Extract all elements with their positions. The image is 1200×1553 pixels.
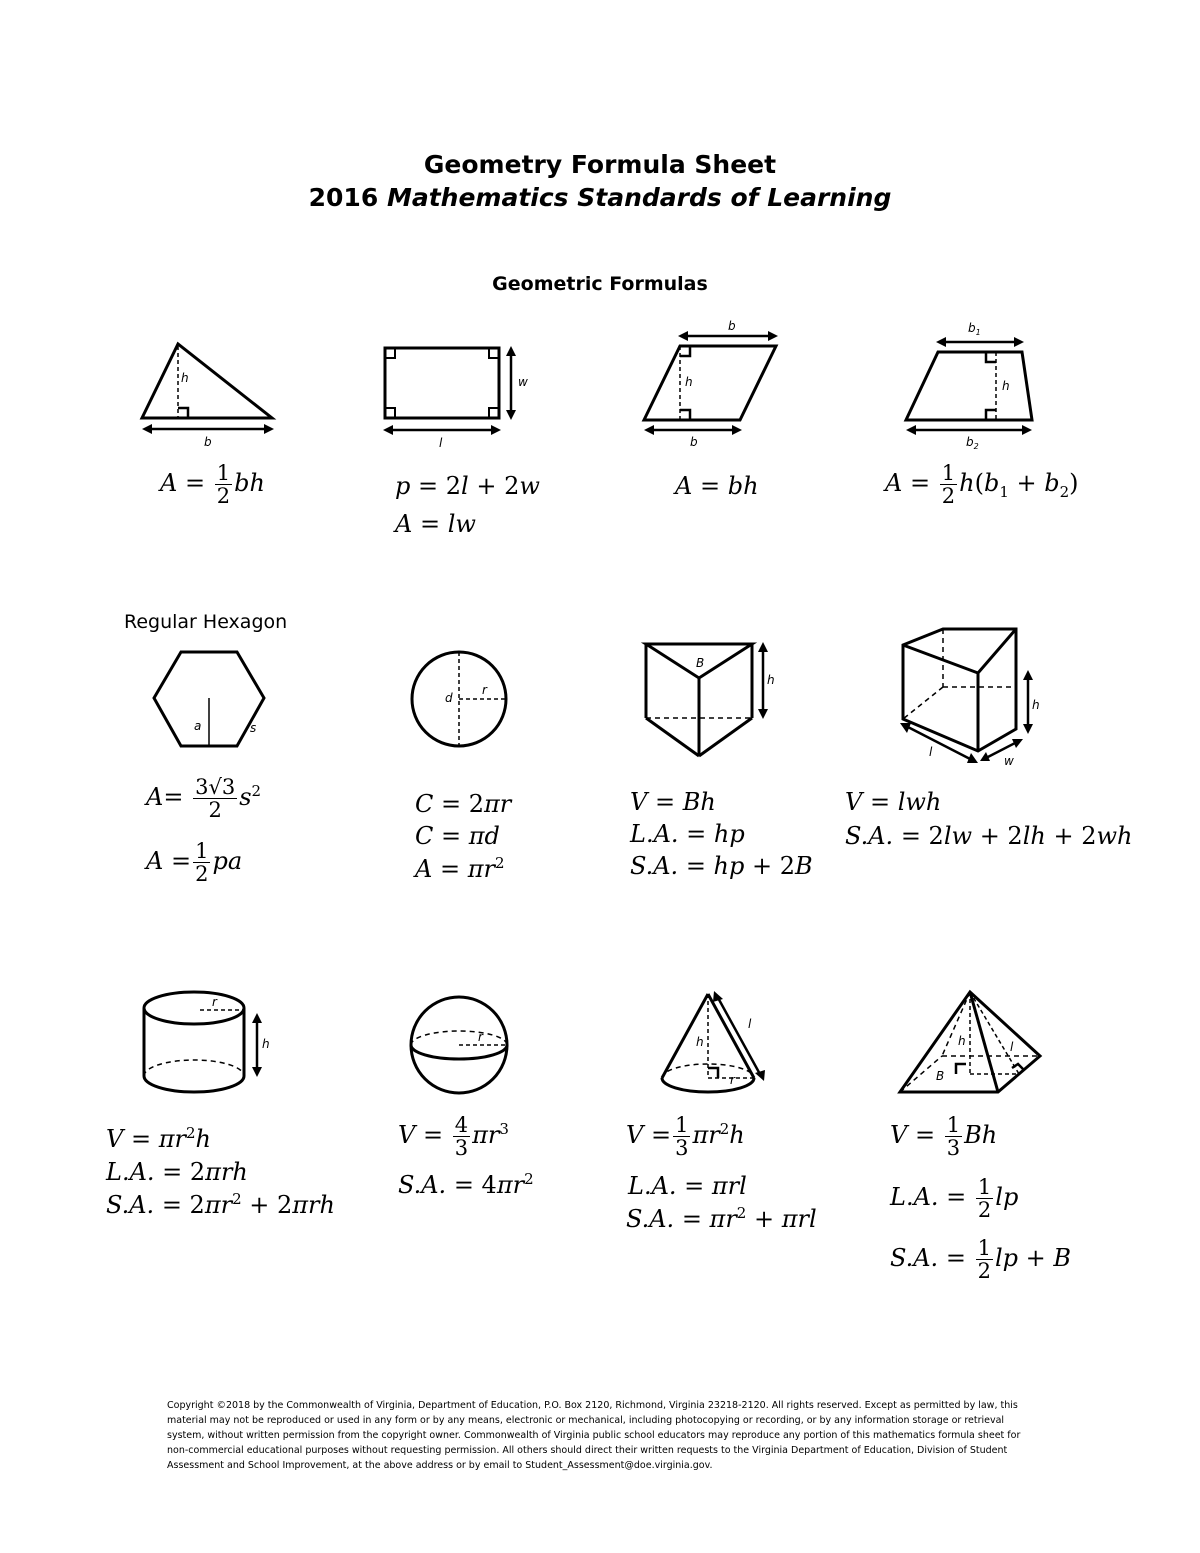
rectangular-prism-figure (898, 625, 1048, 770)
section-heading: Geometric Formulas (492, 273, 708, 295)
sphere-radius-label: r (478, 1030, 483, 1044)
pyramid-surface-area-formula: S.A. = $\frac{1}{2}$ lp + B (890, 1236, 1071, 1284)
rectangle-length-label: l (439, 436, 443, 450)
pyramid-base-label: B (936, 1069, 945, 1083)
cone-radius-label: r (730, 1073, 735, 1087)
copyright-notice: Copyright ©2018 by the Commonwealth of Virginia, Department of Education, P.O. Box 2120, Richmond, Virginia 23218-2120. All rights reserved. Except as permitted by law, this material may not be reproduced or used in any form or by any means, electronic or mechanical, including photocopying or recording, or by any information storage or retrieval system, without written permission from the copyright owner. Commonwealth of Virginia public school educators may reproduce any portion of this mathematics formula sheet for non-commercial educational purposes without requesting permission. All others should direct their written requests to the Virginia Department of Education, Division of Student Assessment and School Improvement, at the above address or by email to Student_Assessment@doe.virginia.gov. (167, 1400, 1021, 1471)
triangular-prism-figure (642, 638, 787, 763)
sheet-title: Geometry Formula Sheet (423, 150, 777, 179)
box-surface-area-formula: S.A. = 2lw + 2lh + 2wh (845, 822, 1133, 850)
rectangle-figure (380, 343, 530, 453)
box-width-label: w (1004, 754, 1014, 768)
hexagon-side-label: s (250, 721, 257, 735)
pyramid-lateral-area-formula: L.A. = $\frac{1}{2}$ lp (890, 1175, 1019, 1223)
parallelogram-area-formula: A = bh (675, 472, 759, 500)
hexagon-area-side-formula: A= $\frac{3√3}{2}$ $s^2$ (146, 775, 262, 823)
box-height-label: h (1032, 698, 1040, 712)
cylinder-surface-area-formula: S.A. = $2\pi r^2 + 2\pi rh$ (106, 1190, 335, 1219)
circle-diameter-label: d (445, 691, 453, 705)
parallelogram-base-label: b (690, 435, 698, 449)
circle-figure (408, 648, 510, 750)
parallelogram-figure (640, 318, 785, 453)
prism-volume-formula: V = Bh (630, 788, 716, 816)
trapezoid-bottom-label: $b_2$ (966, 435, 979, 451)
cone-slant-label: l (748, 1017, 752, 1031)
pyramid-volume-formula: V = $\frac{1}{3}$ Bh (890, 1113, 998, 1161)
trapezoid-top-label: $b_1$ (968, 321, 981, 337)
cylinder-volume-formula: $V = \pi r^2h$ (106, 1124, 211, 1153)
circle-circumference-radius-formula: C = 2πr (415, 790, 512, 818)
regular-hexagon-label: Regular Hexagon (124, 611, 288, 633)
pyramid-slant-label: l (1010, 1040, 1014, 1054)
cylinder-radius-label: r (212, 995, 217, 1009)
cone-surface-area-formula: S.A. = $\pi r^2 + \pi rl$ (626, 1204, 817, 1233)
rectangle-width-label: w (518, 375, 528, 389)
hexagon-apothem-label: a (194, 719, 202, 733)
cylinder-lateral-area-formula: L.A. = 2πrh (106, 1158, 248, 1186)
circle-radius-label: r (482, 683, 487, 697)
prism-lateral-area-formula: L.A. = hp (630, 820, 745, 848)
cylinder-height-label: h (262, 1037, 270, 1051)
rectangle-perimeter-formula: p = 2l + 2w (395, 472, 540, 500)
triangle-area-formula: A = $\frac{1}{2}$ bh (160, 461, 265, 509)
prism-height-label: h (767, 673, 775, 687)
hexagon-area-apothem-formula: A = $\frac{1}{2}$ pa (146, 839, 243, 887)
cylinder-figure (142, 990, 277, 1100)
pyramid-figure (896, 988, 1046, 1103)
subtitle-standards: Mathematics Standards of Learning (386, 183, 892, 212)
cone-volume-formula: V = $\frac{1}{3}$ $\pi r^2h$ (626, 1113, 745, 1161)
cone-figure (656, 988, 776, 1103)
hexagon-figure (150, 650, 268, 750)
parallelogram-top-label: b (728, 319, 736, 333)
triangle-height-label: h (181, 371, 189, 385)
sphere-volume-formula: V = $\frac{4}{3}$ $\pi r^3$ (398, 1113, 509, 1161)
triangle-figure (138, 338, 278, 453)
circle-circumference-diameter-formula: C = πd (415, 822, 500, 850)
sphere-figure (408, 994, 510, 1096)
parallelogram-height-label: h (685, 375, 693, 389)
prism-surface-area-formula: S.A. = hp + 2B (630, 852, 813, 880)
subtitle-year: 2016 (308, 183, 379, 212)
trapezoid-area-formula: A = $\frac{1}{2}$ $h(b_1 + b_2)$ (885, 461, 1079, 509)
prism-base-label: B (696, 656, 705, 670)
box-volume-formula: V = lwh (845, 788, 942, 816)
cone-height-label: h (696, 1035, 704, 1049)
pyramid-height-label: h (958, 1034, 966, 1048)
cone-lateral-area-formula: L.A. = πrl (628, 1172, 747, 1200)
sphere-surface-area-formula: S.A. = $4\pi r^2$ (398, 1170, 534, 1199)
box-length-label: l (929, 745, 933, 759)
sheet-subtitle (0, 183, 1200, 212)
trapezoid-figure (902, 318, 1042, 453)
triangle-base-label: b (204, 435, 212, 449)
rectangle-area-formula: A = lw (395, 510, 476, 538)
circle-area-formula: $A = \pi r^2$ (415, 854, 505, 883)
trapezoid-height-label: h (1002, 379, 1010, 393)
